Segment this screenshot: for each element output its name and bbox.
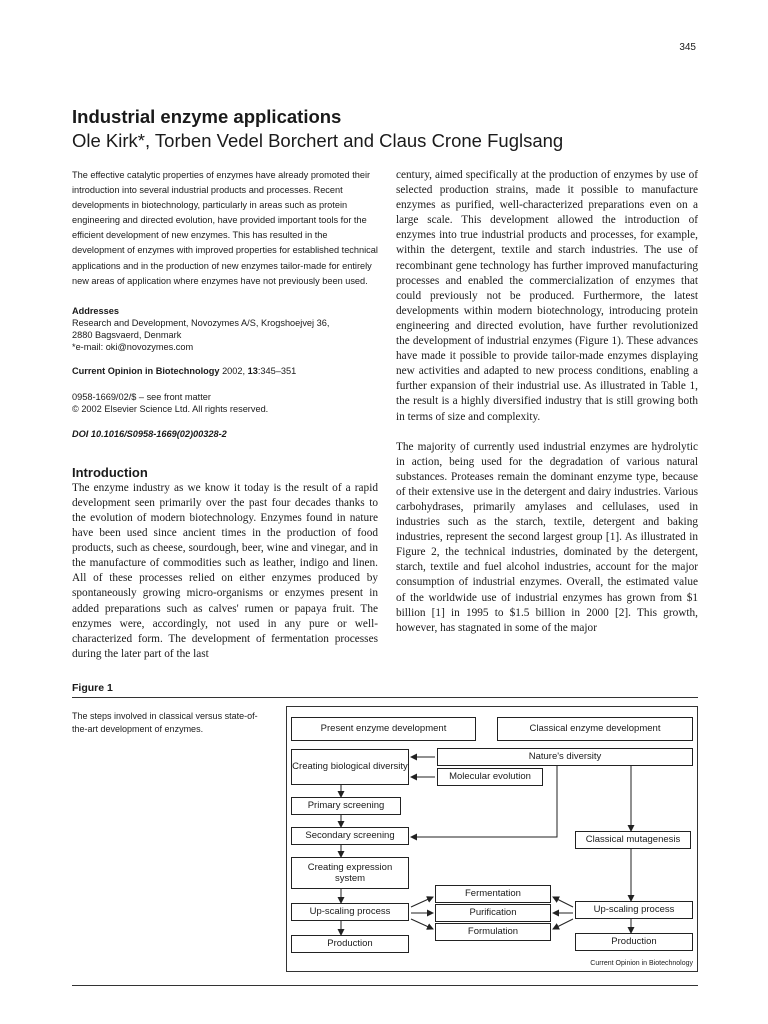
upscaling-process-right-box: Up-scaling process (575, 901, 693, 919)
introduction-heading: Introduction (72, 464, 148, 480)
expression-system-box: Creating expression system (291, 857, 409, 889)
purification-box: Purification (435, 904, 551, 922)
introduction-paragraph-2: century, aimed specifically at the production of enzymes by use of selected production strains, made it possible to manufacture enzymes as purified, well-characterized preparations even on a large scale. This development allowed the introduction of enzymes into true industrial products and processes, for example, within the detergent, textile and starch industries. The use of recombinant gene technology has further improved manufacturing processes and enabled the commercialization of enzymes that could previously not be produced. Furthermore, the latest developments within modern biotechnology, introducing protein engineering and directed evolution, have further revolutionized the development of industrial enzymes (Figure 1). These advances have made it possible to provide tailor-made enzymes displaying new activities and adapted to new process conditions, enabling a further expansion of their industrial use. As illustrated in Table 1, the result is a highly diversified industry that is still growing both in terms of size and complexity. (396, 169, 698, 423)
introduction-paragraph-1: The enzyme industry as we know it today is the result of a rapid development seen primarily over the past four decades thanks to the evolution of modern biotechnology. Enzymes found in nature have been used since ancient times in the production of food products, such as cheese, sourdough, beer, wine and vinegar, and in the manufacture of commodities such as leather, indigo and linen. All of these processes relied on either enzymes produced by spontaneously growing micro-organisms or enzymes present in added preparations such as calves' rumen or papaya fruit. The enzymes were, accordingly, not used in any pure or well-characterized form. The development of fermentation processes during the later part of the last (72, 481, 378, 660)
arrow-upscaling-right-to-formulation (553, 919, 573, 929)
creating-diversity-box: Creating biological diversity (291, 749, 409, 785)
arrow-upscaling-right-to-fermentation (553, 897, 573, 907)
fermentation-box: Fermentation (435, 885, 551, 903)
figure-label: Figure 1 (72, 682, 113, 694)
article-authors: Ole Kirk*, Torben Vedel Borchert and Claus Crone Fuglsang (72, 130, 564, 151)
author-email: *e-mail: oki@novozymes.com (72, 341, 194, 352)
figure-top-rule (72, 697, 698, 698)
figure-caption: The steps involved in classical versus state-of-the-art development of enzymes. (72, 711, 258, 734)
classical-mutagenesis-box: Classical mutagenesis (575, 831, 691, 849)
abstract: The effective catalytic properties of enzymes have already promoted their introduction into several industrial products and processes. Recent developments in biotechnology, particularly in areas such as protein engineering and directed evolution, have provided important tools for the efficient development of new enzymes. This has resulted in the development of enzymes with improved properties for established technical applications and in the production of new enzymes tailor-made for entirely new areas of application where enzymes have not previously been used. (72, 170, 378, 286)
addresses-block (72, 305, 378, 353)
address-line-1: Research and Development, Novozymes A/S, Krogshoejvej 36, (72, 317, 330, 328)
upscaling-process-left-box: Up-scaling process (291, 903, 409, 921)
address-line-2: 2880 Bagsvaerd, Denmark (72, 329, 182, 340)
production-left-box: Production (291, 935, 409, 953)
figure-1-diagram (286, 706, 698, 972)
arrow-upscaling-left-to-fermentation (411, 897, 433, 907)
molecular-evolution-box: Molecular evolution (437, 768, 543, 786)
figure-credit: Current Opinion in Biotechnology (590, 960, 693, 967)
citation-volume: 13 (247, 365, 258, 376)
copyright-line: © 2002 Elsevier Science Ltd. All rights reserved. (72, 403, 269, 414)
left-column (72, 168, 378, 662)
formulation-box: Formulation (435, 923, 551, 941)
introduction-paragraph-3: The majority of currently used industrial enzymes are hydrolytic in action, being used for the degradation of various natural substances. Proteases remain the dominant enzyme type, because of their extensive use in the detergent and dairy industries. Various carbohydrases, primarily amylases and cellulases, used in industries such as the starch, textile, detergent and baking industries, represent the second largest group [1]. As illustrated in Figure 2, the technical industries, dominated by the detergent, starch, textile and fuel alcohol industries, account for the major consumption of industrial enzymes. Overall, the estimated value of the worldwide use of industrial enzymes has grown from $1 billion [1] in 1995 to $1.5 billion in 2000 [2]. This growth, however, has stagnated in some of the major (396, 440, 698, 634)
natures-diversity-box: Nature's diversity (437, 748, 693, 766)
journal-name: Current Opinion in Biotechnology (72, 365, 220, 376)
citation-pages: :345–351 (257, 365, 297, 376)
doi: DOI 10.1016/S0958-1669(02)00328-2 (72, 428, 227, 439)
addresses-heading: Addresses (72, 305, 119, 316)
citation-year: 2002, (219, 365, 248, 376)
page-number: 345 (679, 42, 696, 53)
right-column (396, 168, 698, 636)
issn-line: 0958-1669/02/$ – see front matter (72, 391, 211, 402)
primary-screening-box: Primary screening (291, 797, 401, 815)
production-right-box: Production (575, 933, 693, 951)
article-title: Industrial enzyme applications (72, 106, 342, 127)
citation-block (72, 365, 378, 377)
arrow-upscaling-left-to-formulation (411, 919, 433, 929)
present-development-header: Present enzyme development (291, 717, 476, 741)
secondary-screening-box: Secondary screening (291, 827, 409, 845)
copyright-block (72, 391, 378, 415)
classical-development-header: Classical enzyme development (497, 717, 693, 741)
figure-bottom-rule (72, 985, 698, 986)
